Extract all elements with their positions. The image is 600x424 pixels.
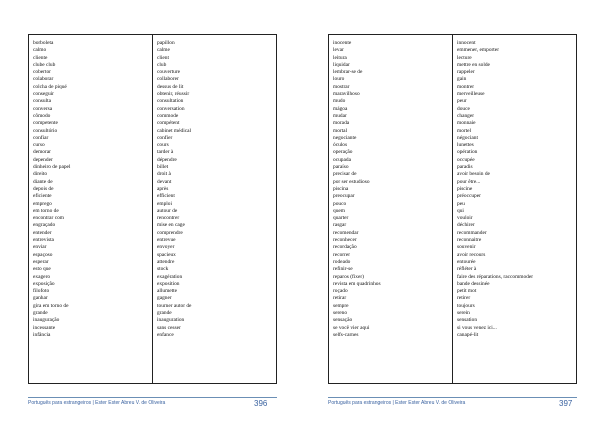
table-cell: pouco xyxy=(333,200,347,207)
french-column xyxy=(152,35,276,383)
table-cell: emploi xyxy=(157,200,172,207)
table-cell: qui xyxy=(457,207,464,214)
table-cell: préoccuper xyxy=(457,193,481,200)
table-cell: peu xyxy=(457,200,465,207)
table-cell: inauguração xyxy=(33,317,60,324)
table-cell: recommander xyxy=(457,229,487,236)
table-cell: sereno xyxy=(333,309,348,316)
table-cell: consultation xyxy=(157,98,184,105)
table-cell: comprendre xyxy=(157,229,183,236)
vocabulary-table xyxy=(328,34,577,384)
table-cell: petit mot xyxy=(457,288,477,295)
table-cell: souvenir xyxy=(457,244,476,251)
table-cell: serein xyxy=(457,309,470,316)
table-cell: mudo xyxy=(333,98,346,105)
table-cell: exagération xyxy=(157,273,183,280)
portuguese-column xyxy=(329,35,452,383)
table-cell: esto que xyxy=(33,266,51,273)
table-cell: diante de xyxy=(33,178,53,185)
table-cell: borboleta xyxy=(33,40,54,46)
table-cell: montrer xyxy=(457,83,475,90)
table-cell: rappeler xyxy=(457,69,475,76)
table-cell: cômodo xyxy=(33,112,51,119)
table-cell: monnaie xyxy=(457,120,476,127)
table-cell: compétent xyxy=(157,120,180,127)
table-cell: autour de xyxy=(157,207,178,214)
table-cell: droit à xyxy=(157,171,171,178)
table-cell: negociante xyxy=(333,134,357,141)
table-cell: entender xyxy=(33,229,52,236)
table-cell: cours xyxy=(157,142,169,149)
table-cell: quarter xyxy=(333,215,349,222)
table-cell: colaborar xyxy=(33,76,54,83)
page-number: 397 xyxy=(559,399,573,408)
table-cell: direito xyxy=(33,171,48,178)
table-cell: efficient xyxy=(157,193,175,200)
table-cell: se você vier aqui xyxy=(333,324,370,331)
table-cell: paraíso xyxy=(333,164,349,171)
table-cell: couverture xyxy=(157,69,181,76)
table-cell: emprego xyxy=(33,200,52,207)
table-cell: gira em torno de xyxy=(33,302,69,309)
table-cell: avoir besoin de xyxy=(457,171,490,178)
table-cell: recordação xyxy=(333,244,357,251)
table-cell: billet xyxy=(157,164,169,171)
table-cell: spacieux xyxy=(157,251,176,258)
table-cell: conversa xyxy=(33,105,53,112)
vocabulary-table xyxy=(28,34,277,384)
table-cell: selfs-carnes xyxy=(333,331,359,338)
table-cell: morada xyxy=(333,120,350,127)
table-cell: allumette xyxy=(157,288,178,295)
table-cell: reconnaitre xyxy=(457,237,482,244)
table-cell: incessante xyxy=(33,324,56,331)
portuguese-column xyxy=(29,35,152,383)
table-cell: changer xyxy=(457,112,475,119)
table-cell: consultório xyxy=(33,127,58,134)
table-cell: espaçoso xyxy=(33,251,53,258)
table-cell: piscina xyxy=(333,185,349,192)
table-cell: depois de xyxy=(33,185,54,192)
footer-text: Português para estrangeiros | Ester Ester Abreu V. de Oliveira xyxy=(328,400,466,406)
table-cell: après xyxy=(157,185,169,192)
table-cell: paradis xyxy=(457,164,473,171)
table-cell: commode xyxy=(157,112,179,119)
table-cell: maravilhoso xyxy=(333,91,360,98)
table-cell: filofoto xyxy=(33,288,50,295)
table-cell: tourner autor de xyxy=(157,302,192,309)
table-cell: avoir recours xyxy=(457,251,486,258)
table-cell: gain xyxy=(457,76,467,83)
table-cell: reconhecer xyxy=(333,237,357,244)
table-cell: rodeado xyxy=(333,258,351,265)
table-cell: mise en cage xyxy=(157,222,185,229)
table-cell: calmo xyxy=(33,47,47,54)
table-cell: conseguir xyxy=(33,91,54,98)
table-cell: cliente xyxy=(33,54,48,61)
table-cell: sensation xyxy=(457,317,478,324)
table-cell: exagero xyxy=(33,273,51,280)
table-cell: refinir-se xyxy=(333,266,353,273)
table-cell: pour être... xyxy=(457,178,481,185)
table-cell: óculos xyxy=(333,142,348,149)
footer-divider xyxy=(328,397,577,398)
table-cell: infância xyxy=(33,331,51,338)
table-cell: inauguration xyxy=(157,317,185,324)
table-cell: enfance xyxy=(157,331,174,338)
table-cell: quem xyxy=(333,207,345,214)
table-cell: club xyxy=(157,61,167,68)
table-cell: mortel xyxy=(457,127,472,134)
table-cell: retirar xyxy=(333,295,347,302)
table-cell: competente xyxy=(33,120,58,127)
table-cell: merveilleuse xyxy=(457,91,485,98)
table-cell: toujours xyxy=(457,302,475,309)
right-page xyxy=(300,0,600,424)
table-cell: exposição xyxy=(33,280,55,287)
table-cell: encontrar com xyxy=(33,215,64,222)
table-cell: rasgar xyxy=(333,222,347,229)
table-cell: dinheiro de papel xyxy=(33,164,71,171)
table-cell: recomendar xyxy=(333,229,359,236)
table-cell: mudar xyxy=(333,112,347,119)
table-cell: collaborer xyxy=(157,76,179,83)
table-cell: cobertor xyxy=(33,69,51,76)
table-cell: preocupar xyxy=(333,193,355,200)
table-cell: mettre en solde xyxy=(457,61,490,68)
table-cell: innocent xyxy=(457,40,476,46)
table-cell: attendre xyxy=(157,258,175,265)
table-cell: recorrer xyxy=(333,251,351,258)
table-cell: entourée xyxy=(457,258,476,265)
table-cell: tarder à xyxy=(157,149,174,156)
table-cell: déchirer xyxy=(457,222,475,229)
table-cell: peur xyxy=(457,98,467,105)
table-cell: por ser estudioso xyxy=(333,178,370,185)
table-cell: calme xyxy=(157,47,170,54)
footer-divider xyxy=(28,397,277,398)
table-cell: client xyxy=(157,54,169,61)
table-cell: levar xyxy=(333,47,344,54)
table-cell: confier xyxy=(157,134,173,141)
table-cell: réfléter à xyxy=(457,266,477,273)
table-cell: mortal xyxy=(333,127,348,134)
table-cell: em torno de xyxy=(33,207,59,214)
table-cell: entrevista xyxy=(33,237,54,244)
table-cell: sensação xyxy=(333,317,353,324)
table-cell: curso xyxy=(33,142,45,149)
table-cell: liquidar xyxy=(333,61,350,68)
french-column xyxy=(452,35,576,383)
table-cell: reparos (fixer) xyxy=(333,273,364,280)
table-cell: dessus de lit xyxy=(157,83,184,90)
table-cell: leitura xyxy=(333,54,347,61)
table-cell: stock xyxy=(157,266,169,273)
table-cell: inocente xyxy=(333,40,352,46)
table-cell: grande xyxy=(33,309,48,316)
table-cell: obtenir, réussir xyxy=(157,91,190,98)
table-cell: roçado xyxy=(333,288,348,295)
table-cell: colcha de piqué xyxy=(33,83,67,90)
table-cell: confiar xyxy=(33,134,49,141)
table-cell: douce xyxy=(457,105,470,112)
table-cell: clube club xyxy=(33,61,56,68)
table-cell: conversation xyxy=(157,105,185,112)
table-cell: vouloir xyxy=(457,215,473,222)
table-cell: lembrar-se de xyxy=(333,69,363,76)
table-cell: négociant xyxy=(457,134,478,141)
table-cell: rencontrer xyxy=(157,215,180,222)
footer-text: Português para estrangeiros | Ester Ester Abreu V. de Oliveira xyxy=(28,400,166,406)
table-cell: operação xyxy=(333,149,353,156)
table-cell: faire des réparations, raccommoder xyxy=(457,273,534,280)
table-cell: exposition xyxy=(157,280,180,287)
table-cell: emmener, emporter xyxy=(457,47,499,54)
table-cell: lecture xyxy=(457,54,472,61)
table-cell: papillon xyxy=(157,40,175,46)
table-cell: consulta xyxy=(33,98,51,105)
table-cell: mágoa xyxy=(333,105,348,112)
table-cell: lunettes xyxy=(457,142,474,149)
table-cell: gagner xyxy=(157,295,172,302)
table-cell: eficiente xyxy=(33,193,52,200)
table-cell: sempre xyxy=(333,302,349,309)
table-cell: mostrar xyxy=(333,83,350,90)
table-cell: revista em quadrinhos xyxy=(333,280,381,287)
table-cell: enviar xyxy=(33,244,47,251)
table-cell: grande xyxy=(157,309,172,316)
table-cell: occupée xyxy=(457,156,475,163)
table-cell: sans cesser xyxy=(157,324,181,331)
table-cell: depender xyxy=(33,156,53,163)
table-cell: precisar de xyxy=(333,171,357,178)
table-cell: piscine xyxy=(457,185,473,192)
table-cell: canapé-lit xyxy=(457,331,479,338)
table-cell: ocupada xyxy=(333,156,351,163)
table-cell: engraçado xyxy=(33,222,56,229)
table-cell: bande dessinée xyxy=(457,280,490,287)
table-cell: si vous venez ici... xyxy=(457,324,497,331)
table-cell: cabinet médical xyxy=(157,127,191,134)
table-cell: envoyer xyxy=(157,244,175,251)
table-cell: retirer xyxy=(457,295,471,302)
table-cell: demorar xyxy=(33,149,51,156)
table-cell: dépendre xyxy=(157,156,177,163)
table-cell: ganhar xyxy=(33,295,48,302)
table-cell: louro xyxy=(333,76,345,83)
table-cell: opération xyxy=(457,149,478,156)
page-number: 396 xyxy=(254,399,268,408)
table-cell: entrevue xyxy=(157,237,176,244)
table-cell: esperar xyxy=(33,258,49,265)
table-cell: devant xyxy=(157,178,172,185)
